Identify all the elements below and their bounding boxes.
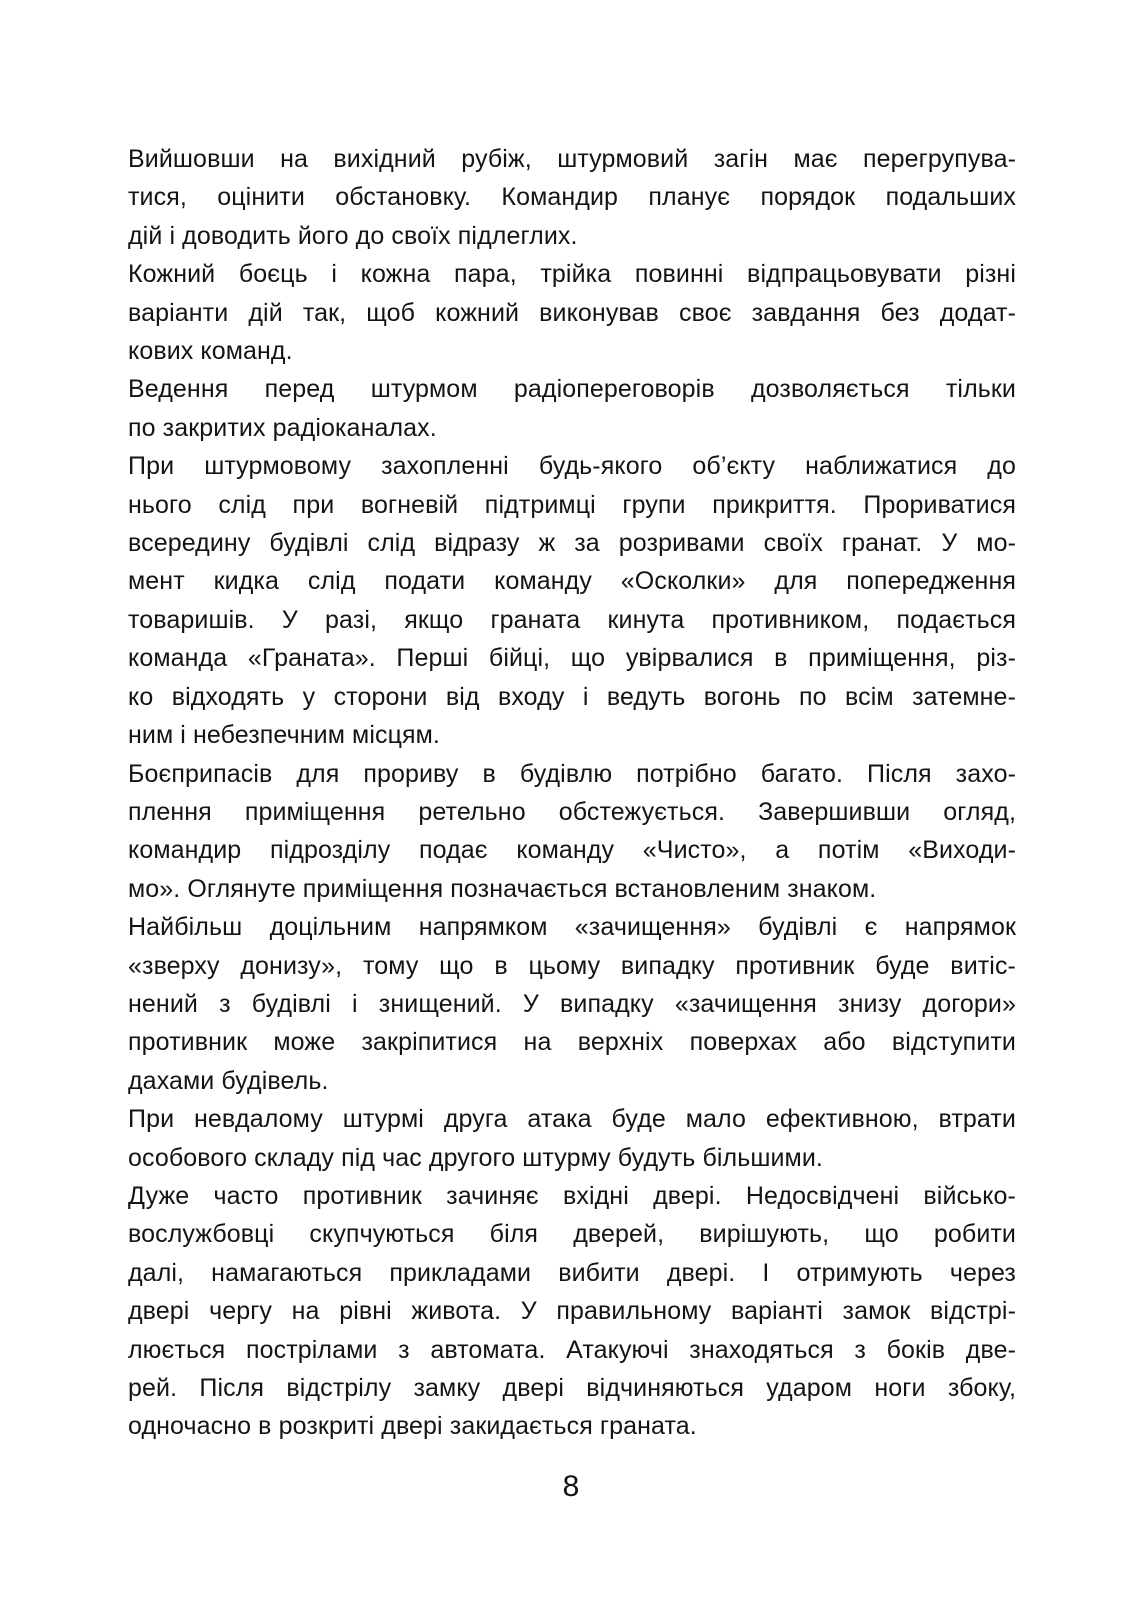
text-line: дій і доводить його до своїх підлеглих.: [128, 221, 578, 250]
text-line: команда «Граната». Перші бійці, що увірвалися в приміщення, різ-: [128, 644, 1016, 673]
text-line: варіанти дій так, щоб кожний виконував своє завдання без додат-: [128, 298, 1016, 327]
text-line: нього слід при вогневій підтримці групи прикриття. Прориватися: [128, 490, 1016, 519]
body-text: [128, 140, 1016, 1446]
paragraph: [128, 1100, 1016, 1177]
paragraph: [128, 1177, 1016, 1446]
paragraph: [128, 370, 1016, 447]
paragraph: [128, 255, 1016, 370]
text-line: двері чергу на рівні живота. У правильному варіанті замок відстрі-: [128, 1297, 1016, 1326]
text-line: Кожний боєць і кожна пара, трійка повинні відпрацьовувати різні: [128, 260, 1016, 289]
text-line: ко відходять у сторони від входу і ведуть вогонь по всім затемне-: [128, 682, 1016, 711]
paragraph: [128, 140, 1016, 255]
text-line: мент кидка слід подати команду «Осколки» для попередження: [128, 567, 1016, 596]
text-line: командир підрозділу подає команду «Чисто», а потім «Виходи-: [128, 836, 1016, 865]
page-number: 8: [562, 1470, 580, 1503]
paragraph: [128, 755, 1016, 909]
text-line: «зверху донизу», тому що в цьому випадку противник буде витіс-: [128, 951, 1016, 980]
paragraph: [128, 908, 1016, 1100]
text-line: При невдалому штурмі друга атака буде мало ефективною, втрати: [128, 1105, 1016, 1134]
text-line: Боєприпасів для прориву в будівлю потрібно багато. Після захо-: [128, 759, 1016, 788]
text-line: плення приміщення ретельно обстежується. Завершивши огляд,: [128, 797, 1016, 826]
text-line: тися, оцінити обстановку. Командир планує порядок подальших: [128, 183, 1016, 212]
text-line: далі, намагаються прикладами вибити двері. І отримують через: [128, 1258, 1016, 1287]
paragraph: [128, 447, 1016, 754]
text-line: нений з будівлі і знищений. У випадку «зачищення знизу догори»: [128, 989, 1016, 1018]
text-line: товаришів. У разі, якщо граната кинута противником, подається: [128, 605, 1016, 634]
text-line: Ведення перед штурмом радіопереговорів дозволяється тільки: [128, 375, 1016, 404]
text-line: особового складу під час другого штурму будуть більшими.: [128, 1143, 823, 1172]
text-line: всередину будівлі слід відразу ж за розривами своїх гранат. У мо-: [128, 529, 1016, 558]
text-line: одночасно в розкриті двері закидається граната.: [128, 1412, 697, 1441]
text-line: мо». Оглянуте приміщення позначається встановленим знаком.: [128, 874, 877, 903]
text-line: Вийшовши на вихідний рубіж, штурмовий загін має перегрупува-: [128, 145, 1016, 173]
text-line: При штурмовому захопленні будь-якого об’єкту наближатися до: [128, 452, 1016, 481]
text-line: Дуже часто противник зачиняє вхідні двері. Недосвідчені військо-: [128, 1181, 1016, 1210]
text-line: рей. Після відстрілу замку двері відчиняються ударом ноги збоку,: [128, 1374, 1016, 1402]
text-line: вослужбовці скупчуються біля дверей, вирішують, що робити: [128, 1220, 1016, 1249]
text-line: противник може закріпитися на верхніх поверхах або відступити: [128, 1028, 1016, 1057]
text-line: ним і небезпечним місцям.: [128, 721, 440, 750]
text-line: Найбільш доцільним напрямком «зачищення» будівлі є напрямок: [128, 913, 1016, 942]
text-line: по закритих радіоканалах.: [128, 413, 437, 442]
text-line: дахами будівель.: [128, 1066, 329, 1095]
text-line: люється пострілами з автомата. Атакуючі знаходяться з боків две-: [128, 1335, 1016, 1364]
text-line: кових команд.: [128, 337, 293, 366]
